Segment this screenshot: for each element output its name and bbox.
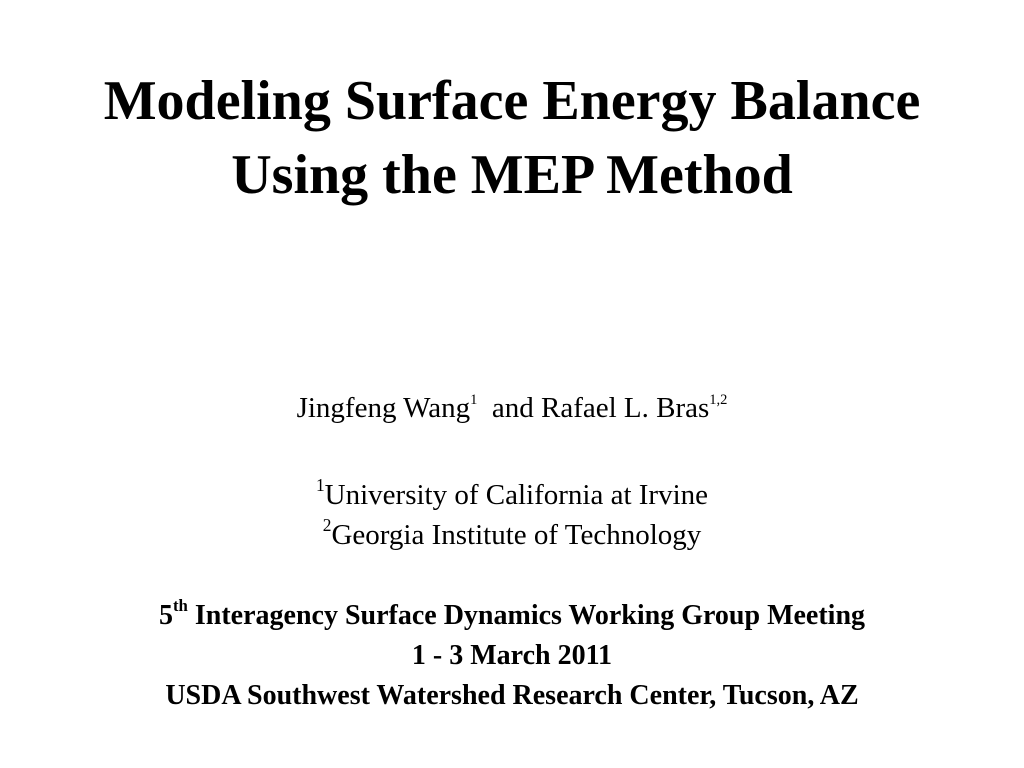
meeting-ordinal-number: 5 — [158, 600, 173, 631]
meeting-dates: 1 - 3 March 2011 — [411, 640, 613, 671]
slide-title-line-2: Using the MEP Method — [231, 144, 793, 206]
meeting-name: Interagency Surface Dynamics Working Group Meeting — [194, 600, 866, 631]
meeting-info — [0, 596, 1024, 716]
affiliation-name: Georgia Institute of Technology — [331, 519, 702, 551]
meeting-ordinal-suffix: th — [172, 596, 188, 616]
affiliation-name: University of California at Irvine — [324, 479, 709, 511]
author-line — [0, 388, 1024, 428]
affiliation-item — [0, 515, 1024, 555]
meeting-name-line — [0, 596, 1024, 636]
slide-title — [0, 64, 1024, 212]
author-1-name: Jingfeng Wang — [296, 392, 471, 424]
affiliation-mark: 2 — [322, 514, 332, 535]
author-2-name: and Rafael L. Bras — [491, 392, 710, 424]
author-1-affiliation-mark: 1 — [470, 392, 478, 409]
meeting-venue: USDA Southwest Watershed Research Center, Tucson, AZ — [165, 680, 859, 711]
slide-title-line-1: Modeling Surface Energy Balance — [103, 70, 921, 132]
author-2-affiliation-mark: 1,2 — [709, 392, 728, 409]
affiliation-list — [0, 475, 1024, 555]
affiliation-item — [0, 475, 1024, 515]
affiliation-mark: 1 — [315, 474, 325, 495]
